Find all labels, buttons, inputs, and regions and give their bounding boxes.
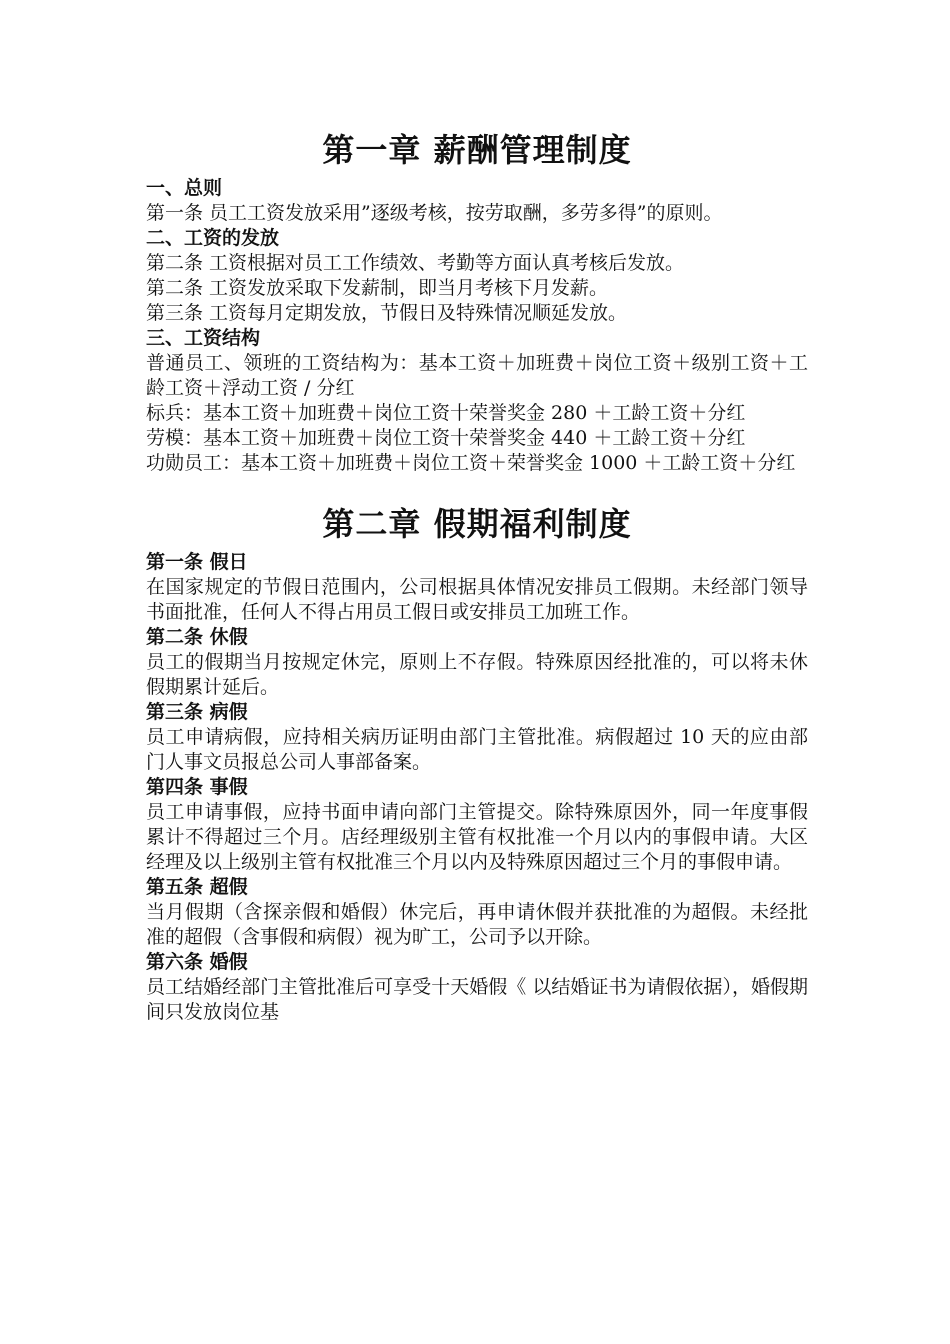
article-paragraph: 标兵：基本工资＋加班费＋岗位工资十荣誉奖金 280 ＋工龄工资＋分红: [146, 402, 746, 424]
article-paragraph: 普通员工、领班的工资结构为：基本工资＋加班费＋岗位工资＋级别工资＋工龄工资＋浮动工资 / 分红: [146, 352, 808, 399]
ch2-article-overdue-leave: [146, 875, 808, 950]
article-paragraph: 功勋员工：基本工资＋加班费＋岗位工资＋荣誉奖金 1000 ＋工龄工资＋分红: [146, 452, 796, 474]
article-heading: 第二条 休假: [146, 626, 248, 648]
article-heading: 第六条 婚假: [146, 951, 248, 973]
article-paragraph: 员工的假期当月按规定休完，原则上不存假。特殊原因经批准的，可以将未休假期累计延后。: [146, 651, 808, 698]
ch1-section-general: [146, 176, 808, 226]
article-paragraph: 第一条 员工工资发放采用”逐级考核，按劳取酬，多劳多得”的原则。: [146, 202, 723, 224]
document-page: [146, 128, 808, 1025]
ch1-section-structure: [146, 326, 808, 476]
article-paragraph: 员工结婚经部门主管批准后可享受十天婚假《 以结婚证书为请假依据），婚假期间只发放岗位基: [146, 976, 808, 1023]
ch1-section-payment: [146, 226, 808, 326]
article-paragraph: 劳模：基本工资＋加班费＋岗位工资十荣誉奖金 440 ＋工龄工资＋分红: [146, 427, 746, 449]
article-paragraph: 员工申请病假，应持相关病历证明由部门主管批准。病假超过 10 天的应由部门人事文员报总公司人事部备案。: [146, 726, 808, 773]
article-paragraph: 员工申请事假，应持书面申请向部门主管提交。除特殊原因外，同一年度事假累计不得超过三个月。店经理级别主管有权批准一个月以内的事假申请。大区经理及以上级别主管有权批准三个月以内及特殊原因超过三个月的事假申请。: [146, 801, 808, 873]
chapter-1-title: 第一章 薪酬管理制度: [322, 131, 632, 169]
article-paragraph: 第二条 工资发放采取下发薪制，即当月考核下月发薪。: [146, 277, 609, 299]
article-heading: 第四条 事假: [146, 776, 248, 798]
ch2-article-personal-leave: [146, 775, 808, 875]
ch2-article-holidays: [146, 550, 808, 625]
ch2-article-sick-leave: [146, 700, 808, 775]
article-paragraph: 在国家规定的节假日范围内，公司根据具体情况安排员工假期。未经部门领导书面批准，任何人不得占用员工假日或安排员工加班工作。: [146, 576, 808, 623]
article-heading: 第五条 超假: [146, 876, 248, 898]
chapter-2-title: 第二章 假期福利制度: [322, 505, 632, 543]
ch2-article-vacation: [146, 625, 808, 700]
article-paragraph: 第二条 工资根据对员工工作绩效、考勤等方面认真考核后发放。: [146, 252, 685, 274]
ch2-article-marriage-leave: [146, 950, 808, 1025]
section-heading: 三、工资结构: [146, 327, 261, 349]
article-paragraph: 当月假期（含探亲假和婚假）休完后，再申请休假并获批准的为超假。未经批准的超假（含事假和病假）视为旷工，公司予以开除。: [146, 901, 808, 948]
section-heading: 二、工资的发放: [146, 227, 280, 249]
article-heading: 第三条 病假: [146, 701, 248, 723]
article-heading: 第一条 假日: [146, 551, 248, 573]
article-paragraph: 第三条 工资每月定期发放，节假日及特殊情况顺延发放。: [146, 302, 628, 324]
section-heading: 一、总则: [146, 177, 223, 199]
